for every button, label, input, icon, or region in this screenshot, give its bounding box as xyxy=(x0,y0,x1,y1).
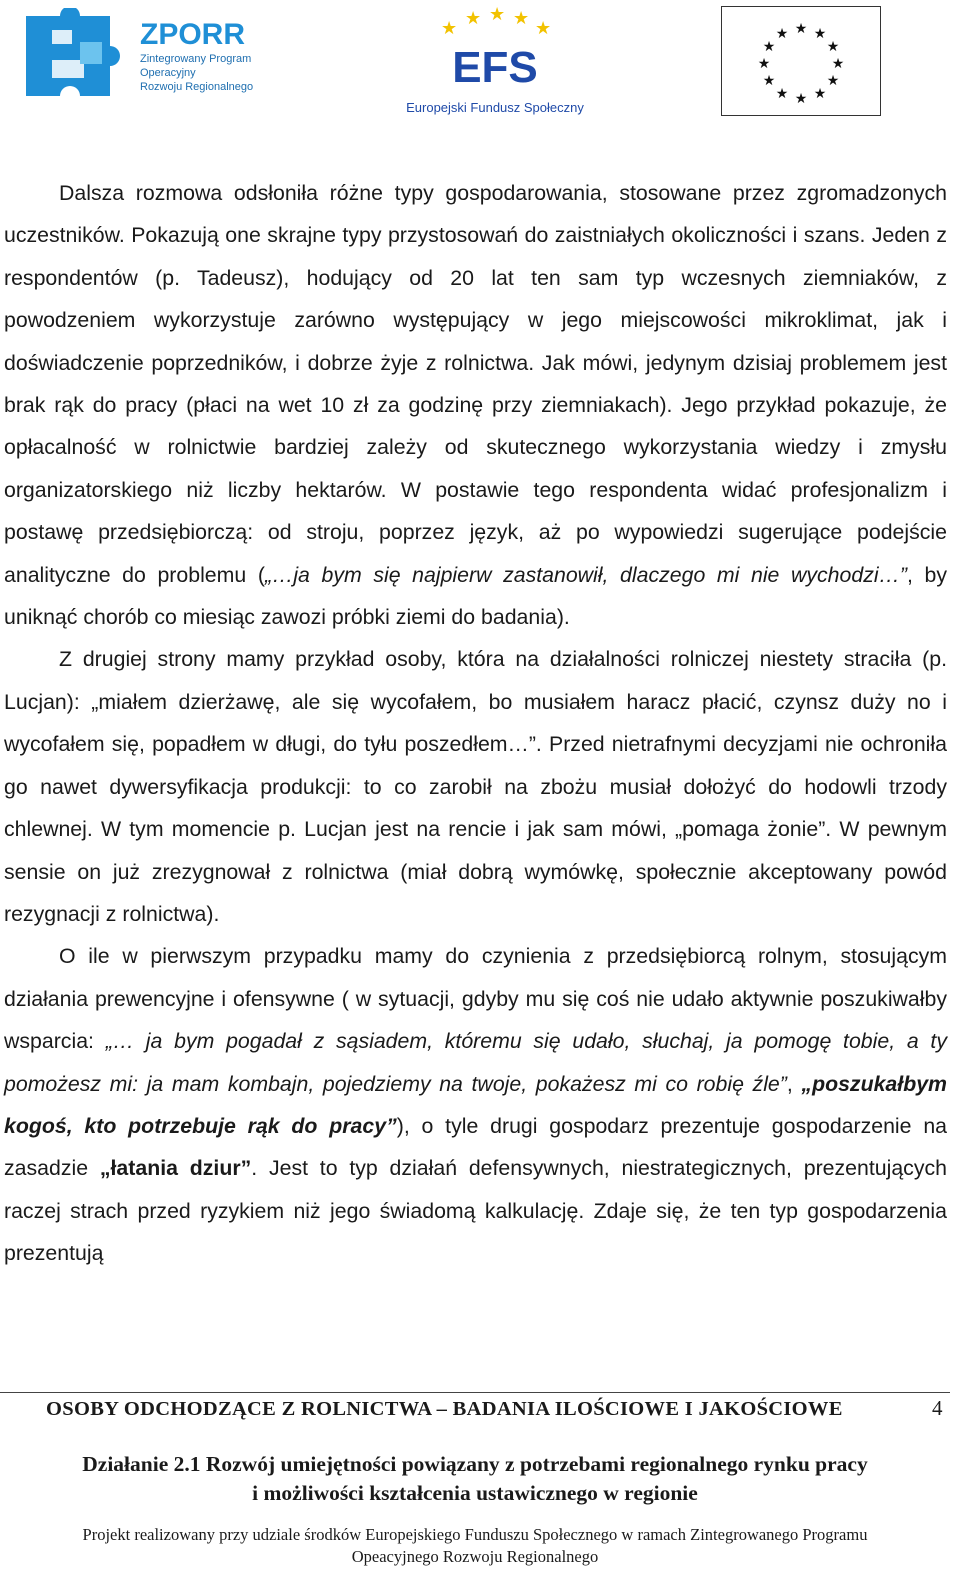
page-header xyxy=(0,0,960,130)
paragraph-3 xyxy=(4,935,947,1274)
svg-text:★: ★ xyxy=(813,86,827,102)
svg-text:★: ★ xyxy=(489,4,506,24)
efs-subtitle: Europejski Fundusz Społeczny xyxy=(406,100,584,115)
zporr-line1: Zintegrowany Program xyxy=(140,53,252,65)
svg-text:★: ★ xyxy=(513,8,530,28)
svg-text:★: ★ xyxy=(441,18,458,38)
svg-text:★: ★ xyxy=(775,86,789,102)
svg-text:★: ★ xyxy=(762,73,776,89)
page-number: 4 xyxy=(932,1396,943,1420)
paragraph-3-text-end: . Jest to typ działań defensywnych, niestrategicznych, prezentujących raczej strach przed ryzykiem niż jego świadomą kalkulację. Zdaje się, że ten typ gospodarzenia prezentują xyxy=(4,1156,947,1266)
svg-text:★: ★ xyxy=(831,56,845,72)
svg-text:★: ★ xyxy=(813,26,827,42)
paragraph-1-text-end: , by uniknąć chorób co miesiąc zawozi próbki ziemi do badania). xyxy=(4,562,947,630)
efs-stars-icon xyxy=(441,4,551,38)
svg-text:★: ★ xyxy=(826,73,840,89)
footer-project xyxy=(0,1524,950,1568)
footer-project-line-1: Projekt realizowany przy udziale środków Europejskiego Funduszu Społecznego w ramach Zintegrowanego Programu xyxy=(82,1525,868,1544)
svg-text:★: ★ xyxy=(794,21,808,37)
svg-text:★: ★ xyxy=(775,26,789,42)
body-text xyxy=(4,172,947,1275)
footer-action-line-1: Działanie 2.1 Rozwój umiejętności powiązany z potrzebami regionalnego rynku pracy xyxy=(82,1452,868,1476)
footer-title: OSOBY ODCHODZĄCE Z ROLNICTWA – BADANIA ILOŚCIOWE I JAKOŚCIOWE xyxy=(46,1398,843,1420)
svg-text:★: ★ xyxy=(794,91,808,107)
svg-text:★: ★ xyxy=(757,56,771,72)
svg-text:★: ★ xyxy=(826,39,840,55)
svg-text:★: ★ xyxy=(465,8,482,28)
zporr-line2: Operacyjny xyxy=(140,67,196,79)
svg-text:★: ★ xyxy=(535,18,552,38)
eu-flag-icon xyxy=(722,7,880,115)
paragraph-2: Z drugiej strony mamy przykład osoby, która na działalności rolniczej niestety straciła (p. Lucjan): „miałem dzierżawę, ale się wycofałem, bo musiałem haracz płacić, czynsz duży no i wycofałem się, popadłem w długi, do tyłu poszedłem…”. Przed nietrafnymi decyzjami nie ochroniła go nawet dywersyfikacja produkcji: to co zarobił na zbożu musiał dołożyć do hodowli trzody chlewnej. W tym momencie p. Lucjan jest na rencie i jak sam mówi, „pomaga żonie”. W pewnym sensie on już zrezygnował z rolnictwa (miał dobrą wymówkę, społecznie akceptowany powód rezygnacji z rolnictwa). xyxy=(4,647,947,926)
paragraph-3-separator: , xyxy=(786,1071,802,1096)
svg-text:★: ★ xyxy=(762,39,776,55)
paragraph-3-quote-1: „… ja bym pogadał z sąsiadem, któremu się udało, słuchaj, ja pomogę tobie, a ty pomożesz mi: ja mam kombajn, pojedziemy na twoje, pokażesz mi co robię źle” xyxy=(4,1029,947,1096)
zporr-puzzle-icon xyxy=(26,8,120,96)
paragraph-3-text: O ile w pierwszym przypadku mamy do czynienia z przedsiębiorcą rolnym, stosującym działania prewencyjne i ofensywne ( w sytuacji, gdyby mu się coś nie udało aktywnie poszukiwałby wsparcia: xyxy=(4,944,947,1054)
zporr-name: ZPORR xyxy=(140,18,245,51)
footer-project-line-2: Opeacyjnego Rozwoju Regionalnego xyxy=(351,1547,599,1566)
efs-name: EFS xyxy=(452,43,538,92)
footer-divider xyxy=(0,1392,950,1393)
paragraph-3-bold-phrase: „łatania dziur” xyxy=(99,1156,252,1181)
paragraph-1-quote: „…ja bym się najpierw zastanowił, dlaczego mi nie wychodzi…” xyxy=(264,562,907,587)
footer-action-line-2: i możliwości kształcenia ustawicznego w regionie xyxy=(252,1481,698,1505)
paragraph-3-quote-2: „poszukałbym kogoś, kto potrzebuje rąk do pracy” xyxy=(4,1071,947,1138)
paragraph-1 xyxy=(4,172,947,638)
eu-flag xyxy=(721,6,881,116)
efs-logo xyxy=(395,4,595,120)
paragraph-3-text-mid: ), o tyle drugi gospodarz prezentuje gospodarzenie na zasadzie xyxy=(4,1113,948,1181)
paragraph-1-text: Dalsza rozmowa odsłoniła różne typy gospodarowania, stosowane przez zgromadzonych uczestników. Pokazują one skrajne typy przystosowań do zaistniałych okoliczności i szans. Jeden z respondentów (p. Tadeusz), hodujący od 20 lat ten sam typ wczesnych ziemniaków, z powodzeniem wykorzystuje zarówno występujący w jego miejscowości mikroklimat, jak i doświadczenie poprzedników, i dobrze żyje z rolnictwa. Jak mówi, jedynym dzisiaj problemem jest brak rąk do pracy (płaci na wet 10 zł za godzinę przy ziemniakach). Jego przykład pokazuje, że opłacalność w rolnictwie bardziej zależy od skutecznego wykorzystania wiedzy i zmysłu organizatorskiego niż liczby hektarów. W postawie tego respondenta widać profesjonalizm i postawę przedsiębiorczą: od stroju, poprzez język, aż po wypowiedzi sugerujące podejście analityczne do problemu ( xyxy=(4,181,947,587)
zporr-logo xyxy=(22,8,262,108)
footer-action xyxy=(0,1450,950,1508)
zporr-line3: Rozwoju Regionalnego xyxy=(140,81,254,93)
